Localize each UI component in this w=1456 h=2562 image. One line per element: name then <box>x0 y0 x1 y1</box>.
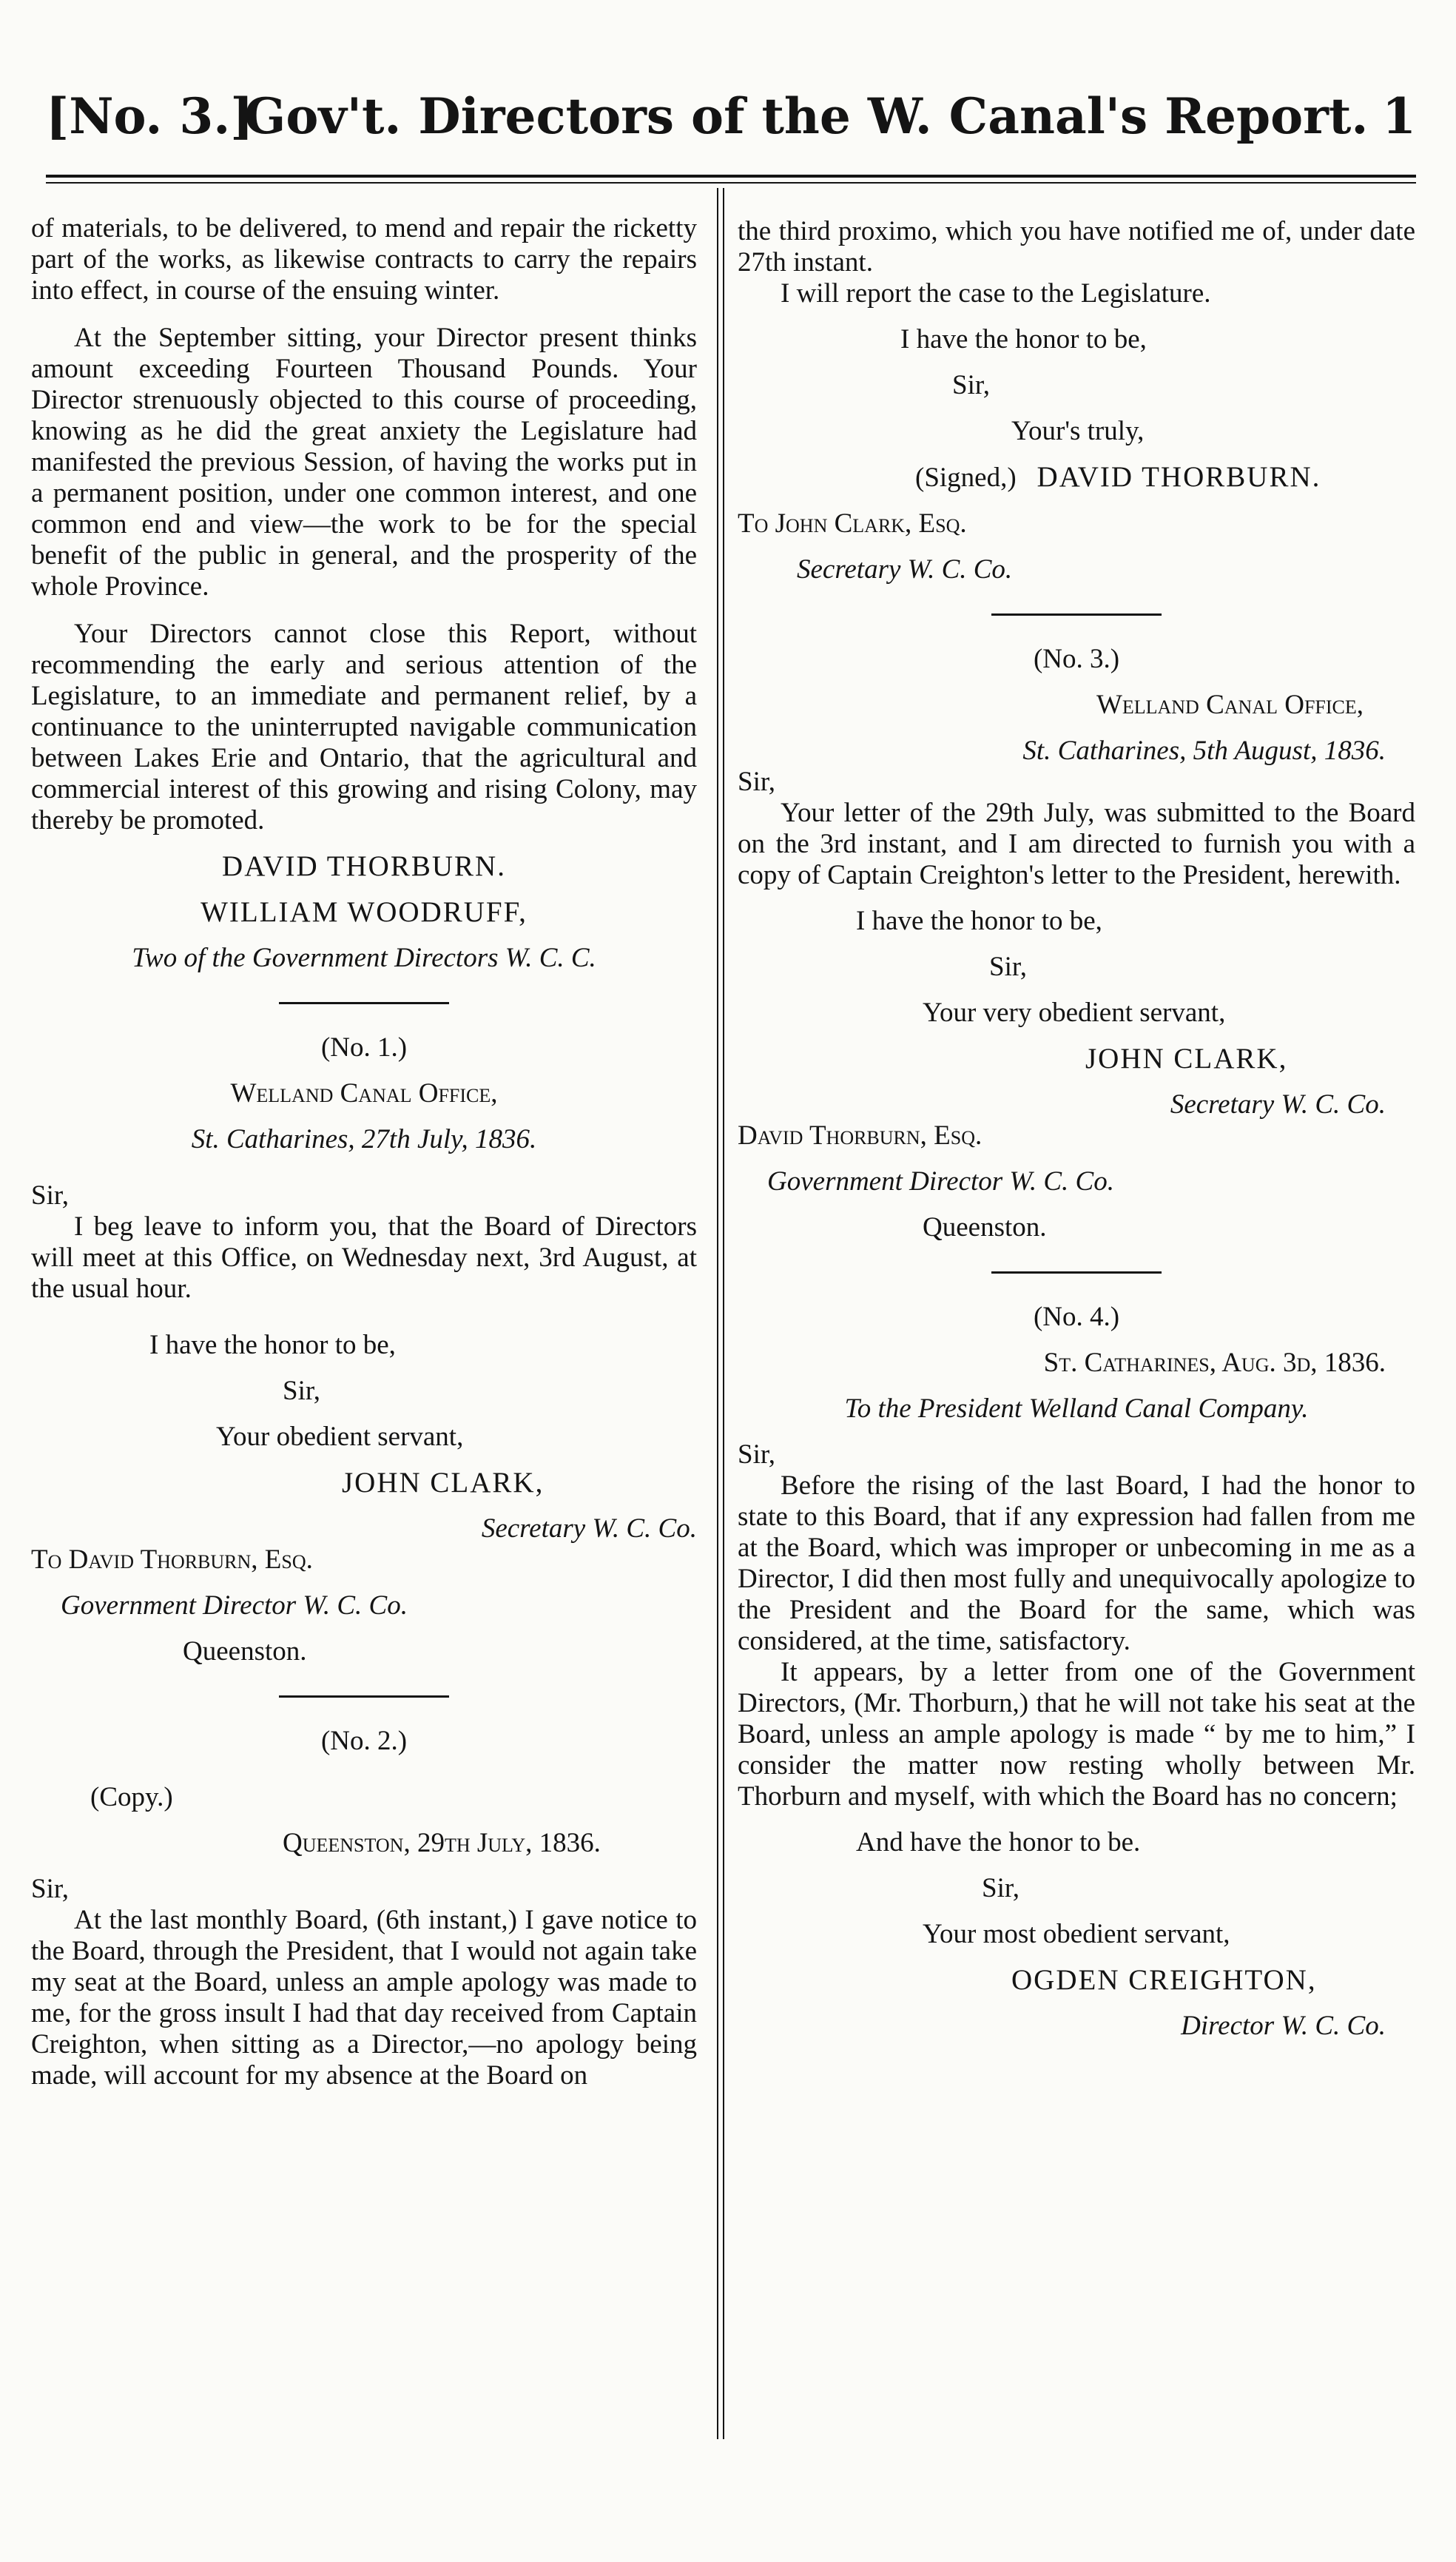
letter-salutation: Sir, <box>31 1874 69 1904</box>
letter-salutation: Sir, <box>31 1180 69 1211</box>
section-divider <box>279 1002 449 1004</box>
letter-place-date: St. Catharines, 27th July, 1836. <box>191 1124 537 1154</box>
letter-closing: Sir, <box>283 1376 320 1406</box>
header-rule-thin <box>46 182 1416 184</box>
letter-heading: (No. 1.) <box>320 1032 408 1063</box>
signed-name: DAVID THORBURN. <box>1037 461 1321 493</box>
page-title: Gov't. Directors of the W. Canal's Report. <box>244 87 1369 145</box>
letter-signer: JOHN CLARK, <box>1085 1043 1288 1075</box>
letter-place-date: Queenston, 29th July, 1836. <box>283 1828 601 1858</box>
letter-addressee: To the President Welland Canal Company. <box>844 1393 1309 1424</box>
page-number: 1 <box>1382 87 1416 145</box>
header-rule-thick <box>46 175 1416 178</box>
letter-office: Welland Canal Office, <box>230 1078 498 1109</box>
report-paragraph: of materials, to be delivered, to mend and repair the ricketty part of the works, as likewise contracts to carry the repairs into effect, in course of the ensuing winter. <box>31 213 697 306</box>
letter-closing: Sir, <box>989 952 1027 982</box>
letter-recipient-place: Queenston. <box>183 1636 307 1667</box>
section-divider <box>279 1695 449 1698</box>
letter-place-date: St. Catharines, 5th August, 1836. <box>1022 736 1386 766</box>
signature-role: Two of the Government Directors W. C. C. <box>132 943 596 973</box>
letter-signer-role: Director W. C. Co. <box>1181 2011 1386 2041</box>
letter-heading: (No. 2.) <box>320 1726 408 1756</box>
report-paragraph: Your Directors cannot close this Report, without recommending the early and serious attention of the Legislature, to an immediate and permanent relief, by a continuance to the uninterrupted navigable communication between Lakes Erie and Ontario, that the agricultural and commercial interest of this growing and rising Colony, may thereby be promoted. <box>31 619 697 835</box>
page-header <box>46 87 1416 154</box>
letter-closing: I have the honor to be, <box>856 906 1102 936</box>
letter-place-date: St. Catharines, Aug. 3d, 1836. <box>1043 1348 1386 1378</box>
letter-closing: I have the honor to be, <box>900 324 1147 354</box>
letter-signer: OGDEN CREIGHTON, <box>1011 1964 1317 1996</box>
letter-body: Your letter of the 29th July, was submitted to the Board on the 3rd instant, and I am directed to furnish you with a copy of Captain Creighton's letter to the President, herewith. <box>738 798 1415 890</box>
letter-recipient-role: Government Director W. C. Co. <box>61 1590 408 1621</box>
document-number: [No. 3.] <box>46 87 254 145</box>
letter-recipient: To John Clark, Esq. <box>738 508 967 539</box>
right-column <box>738 216 1415 2042</box>
letter-closing: Sir, <box>982 1873 1019 1903</box>
letter-signer-role: Secretary W. C. Co. <box>1170 1089 1386 1120</box>
letter-signer-role: Secretary W. C. Co. <box>481 1513 697 1544</box>
letter-recipient-role: Secretary W. C. Co. <box>797 554 1013 585</box>
letter-closing: I have the honor to be, <box>149 1330 396 1360</box>
section-divider <box>991 1271 1162 1274</box>
signed-line <box>738 462 1415 494</box>
letter-recipient: David Thorburn, Esq. <box>738 1120 983 1151</box>
left-column <box>31 213 697 2091</box>
letter-closing: Your most obedient servant, <box>923 1919 1230 1949</box>
letter-body: I beg leave to inform you, that the Board of Directors will meet at this Office, on Wednesday next, 3rd August, at the usual hour. <box>31 1211 697 1304</box>
letter-body: It appears, by a letter from one of the Government Directors, (Mr. Thorburn,) that he will not take his seat at the Board, unless an ample apology is made “ by me to him,” I consider the matter now resting wholly between Mr. Thorburn and myself, with which the Board has no concern; <box>738 1657 1415 1812</box>
letter-recipient-role: Government Director W. C. Co. <box>767 1166 1114 1197</box>
letter-signer: JOHN CLARK, <box>342 1467 545 1499</box>
column-divider <box>717 188 718 2439</box>
letter-office: Welland Canal Office, <box>1096 690 1364 720</box>
letter-recipient-place: Queenston. <box>923 1212 1047 1243</box>
section-divider <box>991 613 1162 616</box>
letter-closing: Your's truly, <box>1011 416 1145 446</box>
letter-closing: Sir, <box>952 370 990 400</box>
signature-thorburn: DAVID THORBURN. <box>222 850 506 882</box>
letter-body-continued: the third proximo, which you have notified me of, under date 27th instant. <box>738 216 1415 278</box>
letter-heading: (No. 4.) <box>1033 1302 1120 1332</box>
letter-closing: Your very obedient servant, <box>923 998 1226 1028</box>
column-divider-inner <box>723 188 724 2439</box>
letter-heading: (No. 3.) <box>1033 644 1120 674</box>
letter-closing: Your obedient servant, <box>216 1422 464 1452</box>
letter-salutation: Sir, <box>738 1439 775 1470</box>
letter-body: I will report the case to the Legislature. <box>781 278 1211 309</box>
letter-salutation: Sir, <box>738 767 775 797</box>
letter-body: Before the rising of the last Board, I had the honor to state to this Board, that if any expression had fallen from me at the Board, which was improper or unbecoming in me as a Director, I did then most fully and unequivocally apologize to the President and the Board for the same, which was considered, at the time, satisfactory. <box>738 1470 1415 1656</box>
signed-label: (Signed,) <box>915 463 1017 493</box>
letter-recipient: To David Thorburn, Esq. <box>31 1544 313 1575</box>
letter-copy-note: (Copy.) <box>90 1782 173 1812</box>
letter-closing: And have the honor to be. <box>856 1827 1141 1857</box>
letter-body: At the last monthly Board, (6th instant,) I gave notice to the Board, through the President, that I would not again take my seat at the Board, unless an ample apology was made to me, for the gross insult I had that day received from Captain Creighton, when sitting as a Director,—no apology being made, will account for my absence at the Board on <box>31 1905 697 2091</box>
report-paragraph: At the September sitting, your Director present thinks amount exceeding Fourteen Thousand Pounds. Your Director strenuously objected to this course of proceeding, knowing as he did the great anxiety the Legislature had manifested the previous Session, of having the works put in a permanent position, under one common interest, and one common end and view—the work to be for the special benefit of the public in general, and the prosperity of the whole Province. <box>31 323 697 602</box>
signature-woodruff: WILLIAM WOODRUFF, <box>200 896 528 928</box>
